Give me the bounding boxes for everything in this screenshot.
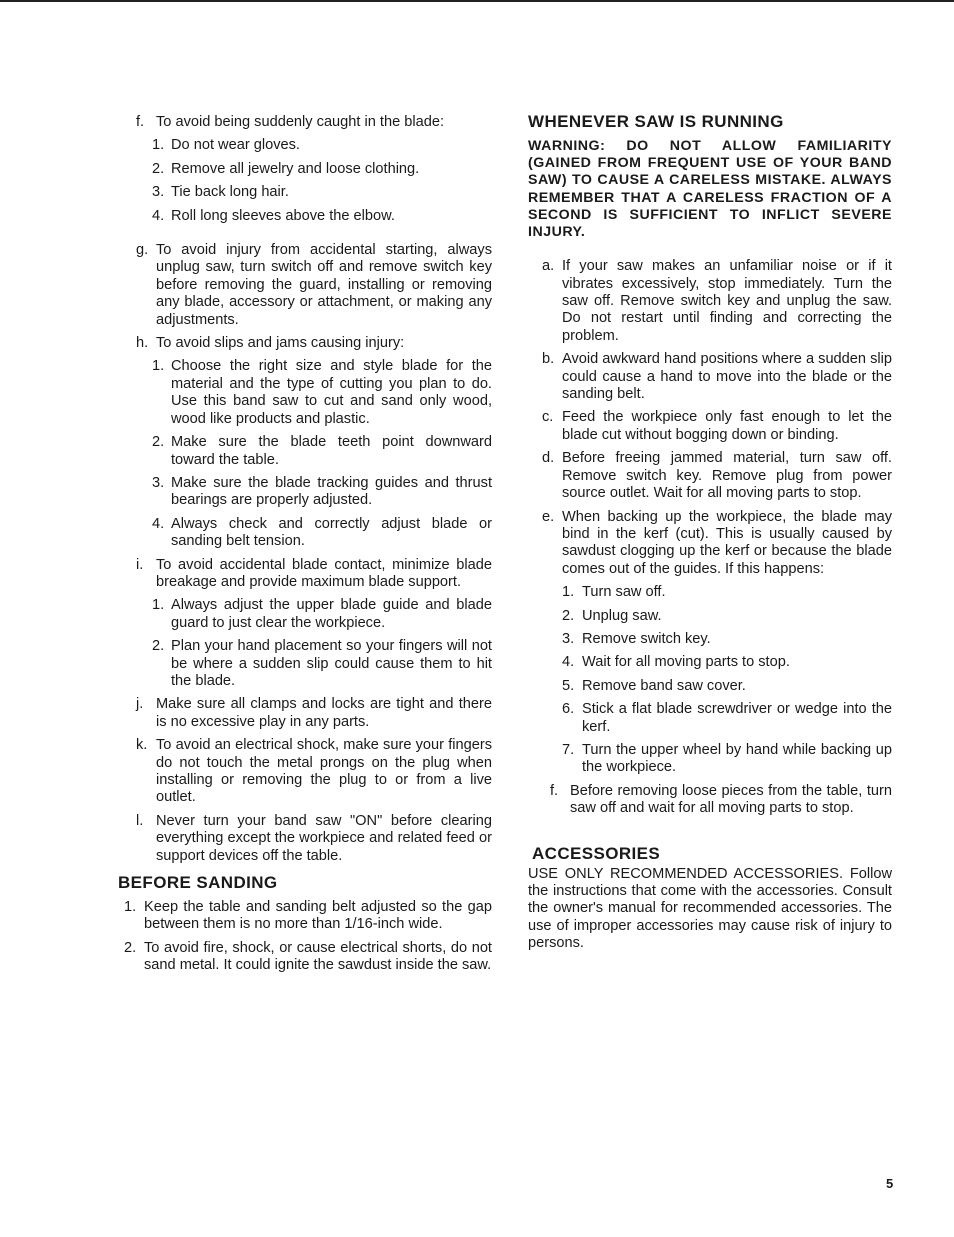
- list-item: [124, 940, 492, 975]
- list-marker: 7.: [562, 741, 575, 758]
- sub-item: [152, 137, 492, 154]
- list-text: To avoid being suddenly caught in the blade:: [156, 114, 445, 130]
- list-text: Plan your hand placement so your fingers will not be where a sudden slip could cause them to hit the blade.: [171, 638, 492, 689]
- list-text: Turn the upper wheel by hand while backing up the workpiece.: [582, 741, 892, 776]
- list-item-i: [136, 557, 492, 592]
- list-marker: 3.: [152, 474, 165, 491]
- list-marker: l.: [136, 812, 144, 829]
- list-marker: 1.: [152, 358, 165, 375]
- list-marker: k.: [136, 737, 148, 754]
- list-item-d: [542, 450, 892, 502]
- list-item-h: [136, 335, 492, 352]
- list-text: To avoid accidental blade contact, minimize blade breakage and provide maximum blade support.: [156, 556, 492, 590]
- sub-item: [152, 434, 492, 469]
- list-marker: g.: [136, 242, 149, 259]
- sub-item: [152, 638, 492, 690]
- list-text: To avoid injury from accidental starting, always unplug saw, turn switch off and remove switch key before removing the guard, installing or removing any blade, accessory or attachment, or making any adjustments.: [156, 242, 492, 328]
- list-marker: 3.: [562, 630, 575, 647]
- list-item-c: [542, 409, 892, 444]
- list-text: Avoid awkward hand positions where a sudden slip could cause a hand to move into the blade or the sanding belt.: [562, 351, 892, 403]
- section-heading-whenever-saw-running: WHENEVER SAW IS RUNNING: [528, 112, 784, 131]
- list-text: When backing up the workpiece, the blade may bind in the kerf (cut). This is usually caused by sawdust clogging up the kerf or because the blade comes out of the guides. If this happens:: [562, 508, 892, 577]
- sub-item: [152, 516, 492, 551]
- list-marker: 1.: [562, 584, 575, 601]
- list-marker: e.: [542, 508, 555, 525]
- list-marker: 6.: [562, 701, 575, 718]
- list-text: Unplug saw.: [582, 607, 662, 624]
- list-item-f: [550, 783, 892, 818]
- sub-item: [562, 608, 892, 625]
- list-item-l: [136, 813, 492, 865]
- list-marker: c.: [542, 409, 554, 426]
- list-text: To avoid slips and jams causing injury:: [156, 335, 405, 352]
- sub-item: [562, 631, 892, 648]
- list-marker: 5.: [562, 677, 575, 694]
- list-marker: 2.: [562, 607, 575, 624]
- list-item-f: [136, 114, 492, 131]
- list-item-k: [136, 737, 492, 807]
- accessories-text: USE ONLY RECOMMENDED ACCESSORIES. Follow the instructions that come with the accessories. Consult the owner's manual for recommended accessories. The use of improper accessories may cause risk of injury to persons.: [528, 865, 892, 952]
- list-text: Roll long sleeves above the elbow.: [171, 207, 395, 224]
- list-marker: 3.: [152, 184, 165, 201]
- list-item-g: [136, 242, 492, 329]
- sub-item: [562, 701, 892, 736]
- list-marker: 4.: [152, 515, 165, 532]
- list-text: Make sure all clamps and locks are tight and there is no excessive play in any parts.: [156, 696, 492, 730]
- list-item: [124, 899, 492, 934]
- sub-item: [152, 208, 492, 225]
- top-rule: [0, 0, 954, 2]
- list-marker: 4.: [152, 207, 165, 224]
- list-text: Feed the workpiece only fast enough to let the blade cut without bogging down or binding.: [562, 409, 892, 443]
- list-marker: j.: [136, 696, 144, 713]
- list-text: Make sure the blade tracking guides and thrust bearings are properly adjusted.: [171, 474, 492, 509]
- sub-item: [152, 597, 492, 632]
- list-text: Remove all jewelry and loose clothing.: [171, 160, 420, 177]
- list-text: Choose the right size and style blade for the material and the type of cutting you plan to do. Use this band saw to cut and sand only wood, wood like products and plastic.: [171, 358, 492, 427]
- sub-item: [152, 358, 492, 428]
- list-marker: b.: [542, 351, 555, 368]
- section-heading-before-sanding: BEFORE SANDING: [118, 873, 278, 893]
- list-marker: f.: [550, 782, 559, 799]
- list-item-b: [542, 351, 892, 403]
- list-text: Tie back long hair.: [171, 184, 289, 201]
- list-text: Before removing loose pieces from the table, turn saw off and wait for all moving parts to stop.: [570, 782, 892, 817]
- list-text: Remove switch key.: [582, 630, 711, 647]
- list-text: Before freeing jammed material, turn saw off. Remove switch key. Remove plug from power source outlet. Wait for all moving parts to stop.: [562, 450, 892, 502]
- sub-item: [562, 654, 892, 671]
- list-text: If your saw makes an unfamiliar noise or if it vibrates excessively, stop immediately. Turn the saw off. Remove switch key and unplug the saw. Do not restart until finding and correcting the problem.: [562, 258, 892, 344]
- sub-item: [562, 742, 892, 777]
- list-text: Turn saw off.: [582, 584, 666, 601]
- sub-item: [562, 678, 892, 695]
- list-text: Keep the table and sanding belt adjusted so the gap between them is no more than 1/16-inch wide.: [144, 899, 492, 933]
- list-text: To avoid an electrical shock, make sure your fingers do not touch the metal prongs on the plug when installing or removing the plug to or from a live outlet.: [156, 737, 492, 806]
- list-text: Always adjust the upper blade guide and blade guard to just clear the workpiece.: [171, 597, 492, 631]
- list-item-e: [542, 509, 892, 579]
- right-column: [528, 112, 892, 953]
- section-heading-accessories: ACCESSORIES: [532, 843, 661, 863]
- list-text: To avoid fire, shock, or cause electrical shorts, do not sand metal. It could ignite the sawdust inside the saw.: [144, 939, 492, 974]
- list-marker: 1.: [124, 899, 137, 916]
- sub-item: [152, 184, 492, 201]
- list-marker: h.: [136, 335, 149, 352]
- list-marker: 1.: [152, 137, 165, 154]
- list-text: Stick a flat blade screwdriver or wedge into the kerf.: [582, 701, 892, 735]
- list-marker: 2.: [152, 638, 165, 655]
- list-text: Wait for all moving parts to stop.: [582, 654, 790, 671]
- list-marker: 2.: [152, 160, 165, 177]
- list-marker: 2.: [124, 939, 137, 956]
- list-marker: 2.: [152, 434, 165, 451]
- list-marker: d.: [542, 450, 555, 467]
- list-marker: 1.: [152, 597, 165, 614]
- list-marker: f.: [136, 114, 145, 130]
- warning-text: WARNING: DO NOT ALLOW FAMILIARITY (GAINED FROM FREQUENT USE OF YOUR BAND SAW) TO CAUSE A CARELESS MISTAKE. ALWAYS REMEMBER THAT A CARELESS FRACTION OF A SECOND IS SUFFICIENT TO INFLICT SEVERE INJURY.: [528, 138, 892, 241]
- list-item-a: [542, 258, 892, 345]
- list-marker: 4.: [562, 654, 575, 671]
- list-marker: i.: [136, 556, 144, 573]
- list-text: Make sure the blade teeth point downward toward the table.: [171, 434, 492, 468]
- list-text: Never turn your band saw "ON" before clearing everything except the workpiece and related feed or support devices off the table.: [156, 812, 492, 864]
- sub-item: [562, 584, 892, 601]
- sub-item: [152, 161, 492, 178]
- page-number: 5: [886, 1176, 894, 1191]
- list-item-j: [136, 696, 492, 731]
- list-text: Remove band saw cover.: [582, 677, 746, 694]
- list-text: Do not wear gloves.: [171, 137, 300, 154]
- sub-item: [152, 475, 492, 510]
- left-column: [118, 114, 492, 975]
- list-marker: a.: [542, 258, 555, 275]
- list-text: Always check and correctly adjust blade or sanding belt tension.: [171, 515, 492, 550]
